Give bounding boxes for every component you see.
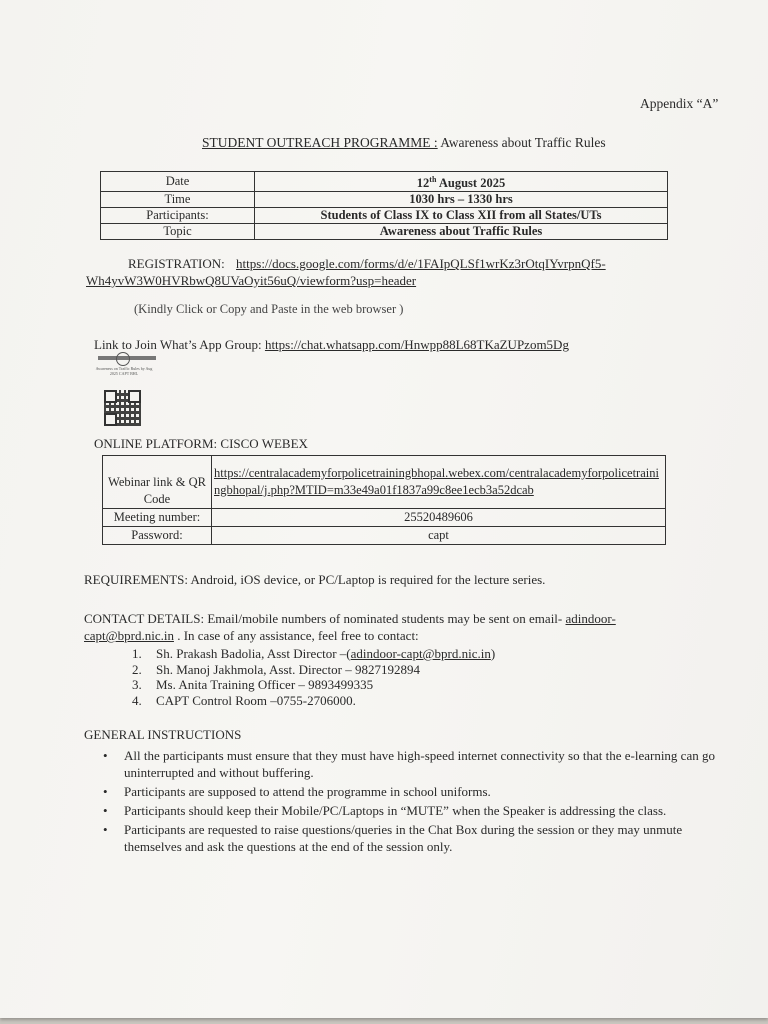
contact-text: Email/mobile numbers of nominated students may be sent on email- [204, 611, 566, 626]
contact-email-link[interactable]: adindoor-capt@bprd.nic.in [350, 646, 491, 661]
table-row [101, 192, 668, 208]
programme-info-table [100, 171, 668, 240]
list-item: • Participants are supposed to attend the programme in school uniforms. [100, 783, 720, 800]
table-row [103, 456, 666, 509]
list-item: • Participants should keep their Mobile/PC/Laptops in “MUTE” when the Speaker is addressing the class. [100, 802, 720, 819]
qr-corner [104, 413, 117, 426]
webinar-link[interactable]: https://centralacademyforpolicetrainingbhopal.webex.com/centralacademyforpolicetrainingbhopal/j.php?MTID=m33e49a01f1837a99c8ee1ecb3a52dcab [214, 466, 659, 497]
registration-link-continued [86, 273, 416, 289]
requirements-label: REQUIREMENTS: [84, 572, 188, 587]
table-row [101, 224, 668, 240]
list-item: • All the participants must ensure that they must have high-speed internet connectivity so that the e-learning can go uninterrupted and without buffering. [100, 747, 720, 781]
whatsapp-link[interactable]: https://chat.whatsapp.com/Hnwpp88L68TKaZUPzom5Dg [264, 337, 569, 352]
appendix-label: Appendix “A” [640, 96, 719, 111]
participants-label: Participants: [101, 208, 255, 224]
contact-line-2 [84, 628, 419, 644]
title-rest: Awareness about Traffic Rules [437, 135, 606, 150]
topic-value: Awareness about Traffic Rules [255, 224, 668, 240]
whatsapp-line [94, 337, 569, 353]
online-platform-heading: ONLINE PLATFORM: CISCO WEBEX [94, 436, 308, 451]
meeting-number-value: 25520489606 [212, 509, 666, 527]
password-value: capt [212, 527, 666, 545]
qr-corner [128, 390, 141, 403]
title-underlined: STUDENT OUTREACH PROGRAMME : [202, 135, 438, 150]
list-item: 3. Ms. Anita Training Officer – 9893499335 [132, 677, 374, 692]
date-label: Date [101, 172, 255, 192]
requirements-text: Android, iOS device, or PC/Laptop is required for the lecture series. [188, 572, 546, 587]
page-title [202, 135, 606, 151]
time-label: Time [101, 192, 255, 208]
list-item: 2. Sh. Manoj Jakhmola, Asst. Director – 9827192894 [132, 661, 420, 677]
general-instructions-heading: GENERAL INSTRUCTIONS [84, 727, 242, 742]
webinar-link-cell [212, 456, 666, 509]
logo-icon [116, 352, 130, 366]
qr-caption: Awareness on Traffic Rules by Aug 2025 CAPT BHL [95, 366, 153, 376]
registration-label: REGISTRATION: [128, 256, 225, 271]
registration-link[interactable]: https://docs.google.com/forms/d/e/1FAIpQLSf1wrKz3rOtqIYvrpnQf5- [236, 256, 606, 271]
whatsapp-label: Link to Join What’s App Group: [94, 337, 265, 352]
whatsapp-qr-code[interactable] [104, 390, 141, 426]
contact-label: CONTACT DETAILS: [84, 611, 205, 626]
list-item: 1. Sh. Prakash Badolia, Asst Director –(adindoor-capt@bprd.nic.in) [132, 646, 496, 661]
contact-assistance-text: . In case of any assistance, feel free to contact: [173, 628, 419, 643]
topic-label: Topic [101, 224, 255, 240]
meeting-number-label: Meeting number: [103, 509, 212, 527]
qr-corner [104, 390, 117, 403]
registration-line [128, 256, 606, 272]
contact-line-1 [84, 611, 616, 627]
table-row [101, 172, 668, 192]
list-item: 4. CAPT Control Room –0755-2706000. [132, 692, 356, 708]
registration-note: (Kindly Click or Copy and Paste in the web browser ) [134, 302, 404, 316]
time-value: 1030 hrs – 1330 hrs [255, 192, 668, 208]
table-row [103, 527, 666, 545]
webinar-link-label: Webinar link & QR Code [103, 456, 212, 509]
password-label: Password: [103, 527, 212, 545]
date-value: 12th August 2025 [255, 172, 668, 192]
webex-details-table [102, 455, 666, 545]
contact-email-link-continued[interactable]: capt@bprd.nic.in [84, 628, 174, 643]
list-item: • Participants are requested to raise questions/queries in the Chat Box during the session or they may unmute themselves and ask the questions at the end of the session only. [100, 821, 720, 855]
contact-email-link[interactable]: adindoor- [565, 611, 616, 626]
table-row [103, 509, 666, 527]
registration-link-line2[interactable]: Wh4yvW3W0HVRbwQ8UVaOyit56uQ/viewform?usp=header [86, 273, 417, 288]
participants-value: Students of Class IX to Class XII from all States/UTs [255, 208, 668, 224]
requirements-line [84, 572, 545, 588]
contact-list [132, 646, 495, 708]
table-row [101, 208, 668, 224]
general-instructions-list [100, 747, 720, 857]
